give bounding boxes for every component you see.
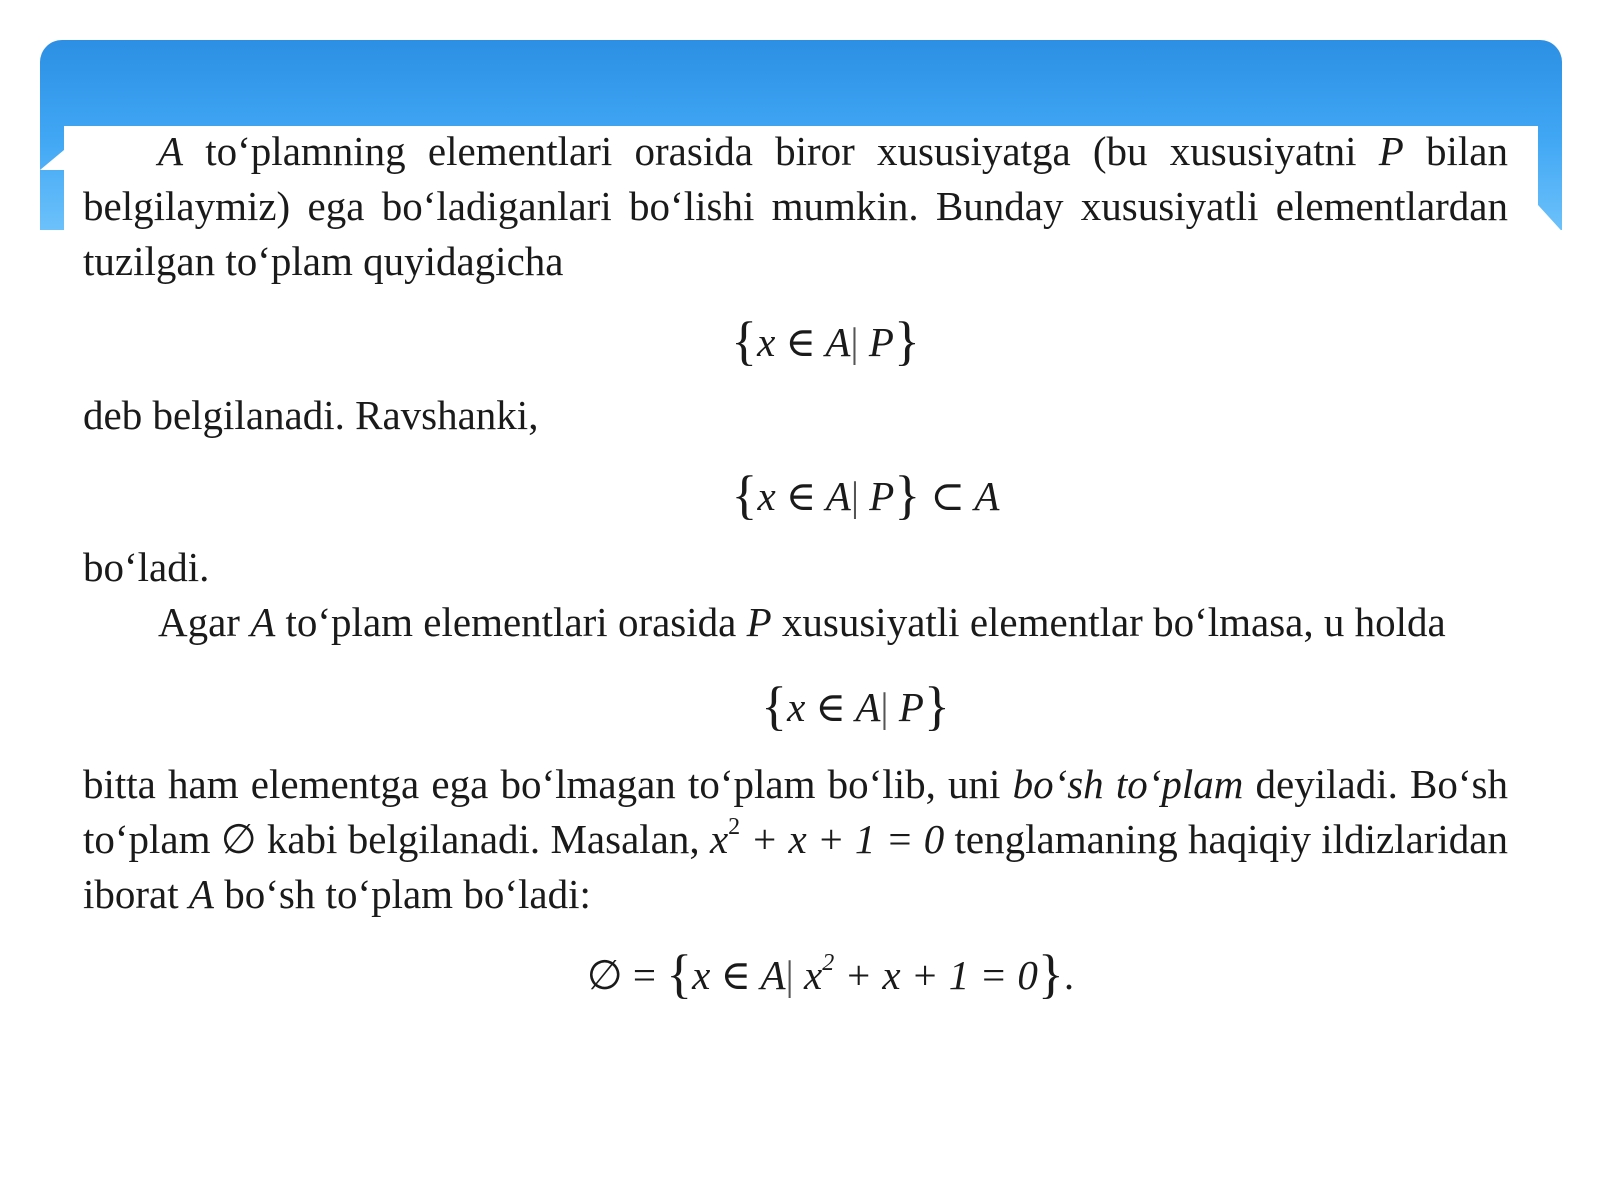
formula-bar: | xyxy=(850,473,860,519)
paragraph-text: bo‘sh to‘plam bo‘ladi: xyxy=(213,871,591,917)
paragraph-text: bilan belgilaymiz) ega bo‘ladiganlari bo‘lishi mumkin. Bunday xususiyatli elementlardan tuzilgan to‘plam quyidagicha xyxy=(83,128,1508,284)
paragraph-text: bitta ham elementga ega bo‘lmagan to‘plam bo‘lib, uni xyxy=(83,761,1013,807)
formula-empty-condition xyxy=(83,676,1508,735)
paragraph-text: to‘plamning elementlari orasida biror xususiyatga (bu xususiyatni xyxy=(183,128,1379,174)
variable-a: A xyxy=(158,128,184,174)
paragraph-text: tenglamaning haqiqiy ildizlaridan iborat xyxy=(83,816,1509,917)
formula-period: . xyxy=(1063,952,1075,998)
formula-brace-open: { xyxy=(731,311,758,371)
variable-p: P xyxy=(1378,128,1404,174)
paragraph-text: to‘plam elementlari orasida xyxy=(275,599,747,645)
formula-tail: P xyxy=(859,473,895,519)
slide-text xyxy=(83,124,1508,1003)
formula-brace-open: { xyxy=(761,676,788,736)
formula-bar: | xyxy=(850,319,859,365)
variable-a: A xyxy=(250,599,276,645)
formula-x: x xyxy=(793,952,823,998)
formula-lead: ∅ = xyxy=(586,952,667,998)
formula-tail: P xyxy=(888,684,924,730)
equation-x: x xyxy=(709,816,729,862)
formula-rest: + x + 1 = 0 xyxy=(834,952,1038,998)
paragraph-text: deyiladi. Bo‘sh to‘plam ∅ kabi belgilanadi. Masalan, xyxy=(83,761,1508,862)
emphasis-term: bo‘sh to‘plam xyxy=(1012,761,1244,807)
formula-brace-close: } xyxy=(894,465,921,525)
formula-empty-set xyxy=(83,944,1508,1003)
paragraph-text: Agar xyxy=(158,599,251,645)
formula-subset-rest: ⊂ A xyxy=(920,473,1000,519)
formula-body: x ∈ A xyxy=(757,473,851,519)
equation-exponent: 2 xyxy=(728,814,741,841)
formula-set-builder xyxy=(83,311,1508,370)
formula-brace-close: } xyxy=(923,676,950,736)
formula-subset xyxy=(83,465,1508,524)
formula-brace-open: { xyxy=(666,944,693,1004)
variable-p: P xyxy=(746,599,772,645)
paragraph-text: xususiyatli elementlar bo‘lmasa, u holda xyxy=(771,599,1446,645)
equation-rest: + x + 1 = 0 xyxy=(740,816,945,862)
formula-bar: | xyxy=(785,952,794,998)
paragraph-definition xyxy=(83,124,1508,289)
formula-body: x ∈ A xyxy=(692,952,786,998)
paragraph-empty-set xyxy=(83,757,1508,922)
formula-brace-close: } xyxy=(1037,944,1064,1004)
formula-body: x ∈ A xyxy=(757,319,851,365)
formula-brace-open: { xyxy=(731,465,758,525)
formula-exponent: 2 xyxy=(822,950,835,977)
paragraph-condition xyxy=(83,595,1508,650)
formula-bar: | xyxy=(880,684,889,730)
formula-brace-close: } xyxy=(893,311,920,371)
formula-body: x ∈ A xyxy=(787,684,881,730)
variable-a: A xyxy=(188,871,214,917)
formula-tail: P xyxy=(858,319,894,365)
paragraph-notation: deb belgilanadi. Ravshanki, xyxy=(83,392,539,438)
paragraph-result: bo‘ladi. xyxy=(83,544,210,590)
